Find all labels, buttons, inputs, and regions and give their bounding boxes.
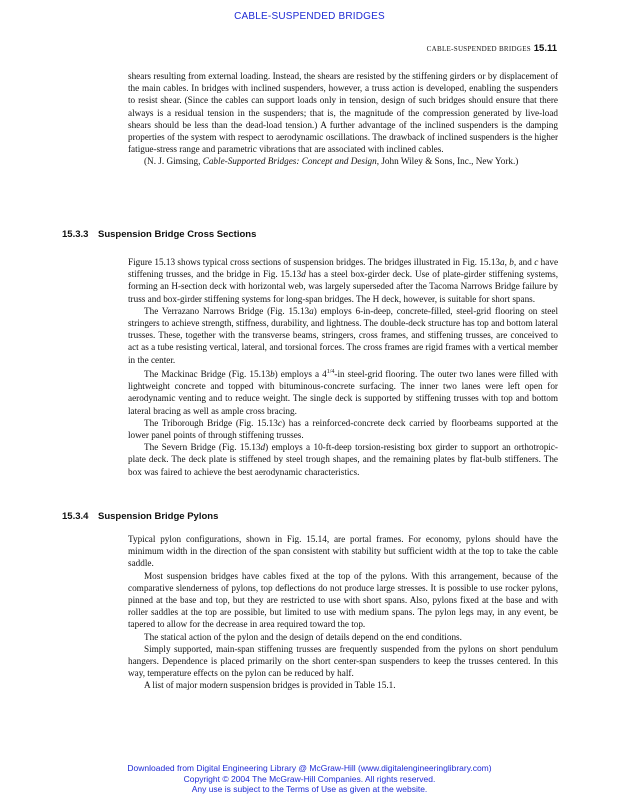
chapter-banner: CABLE-SUSPENDED BRIDGES: [234, 11, 385, 22]
section-number: 15.3.3: [62, 229, 89, 240]
text-run: The Mackinac Bridge (Fig. 15.13: [144, 368, 271, 379]
text-run: The Triborough Bridge (Fig. 15.13: [144, 417, 278, 428]
citation: [128, 155, 558, 167]
section-15-3-4-text: [128, 533, 558, 692]
download-footer: [0, 763, 619, 795]
footer-line-3: Any use is subject to the Terms of Use as given at the website.: [191, 784, 428, 794]
paragraph: Most suspension bridges have cables fixed at the top of the pylons. With this arrangement, because of the comparative slenderness of pylons, top deflections do not produce large stresses. It is possible to use rocker pylons, pinned at the base and top, but they are restricted to use with short spans. Also, pylons fixed at the base and with roller saddles at the top are possible, but limited to use with medium spans. The pylon legs may, in any event, be tapered to allow for the decrease in area required toward the top.: [128, 570, 558, 630]
paragraph: Figure 15.13 shows typical cross sections of suspension bridges. The bridges illustrated in Fig. 15.13a, b, and c have stiffening trusses, and the bridge in Fig. 15.13d has a steel box-girder deck. Use of plate-girder stiffening systems, forming an H-section deck with horizontal web, was largely superseded after the Tacoma Narrows Bridge failure by truss and box-girder stiffening systems for long-span bridges. The H deck, however, is suitable for short spans.: [128, 257, 559, 304]
paragraph: The statical action of the pylon and the design of details depend on the end conditions.: [144, 631, 462, 642]
italic-ref: d: [260, 442, 266, 453]
italic-ref: a: [309, 305, 314, 316]
text-run: -in steel-grid flooring. The outer two lanes were filled with lightweight concrete and topped with bituminous-concrete surfacing. The inner two lanes were left open for aerodynamic venting and to reduce weight. The single deck is supported by stiffening trusses with top and bottom lateral bracing as well as ample cross bracing.: [128, 368, 558, 416]
paragraph: [128, 366, 558, 417]
text-run: ) employs a 10-ft-deep torsion-resisting box girder to support an orthotropic-plate deck. The deck plate is stiffened by steel trough shapes, and the remaining plates by flat-bulb stiffeners. The box was faired to achieve the best aerodynamic characteristics.: [128, 442, 558, 477]
paragraph: [128, 417, 558, 441]
italic-ref: c: [534, 257, 539, 267]
section-heading-15-3-4: [62, 511, 218, 522]
text-run: ) employs a 4: [274, 368, 327, 379]
paragraph: [128, 441, 558, 478]
footer-line-1[interactable]: Downloaded from Digital Engineering Library @ McGraw-Hill (www.digitalengineeringlibrary.com): [127, 763, 492, 773]
citation-prefix: (N. J. Gimsing,: [144, 156, 203, 167]
intro-paragraph: shears resulting from external loading. Instead, the shears are resisted by the stiffening girders or by displacement of the main cables. In bridges with inclined suspenders, however, a truss action is developed, enabling the suspenders to resist shear. (Since the cables can support loads only in tension, design of such bridges should ensure that there always is a residual tension in the suspenders; that is, the magnitude of the compression generated by live-load shears should be less than the dead-load tension.) A further advantage of the inclined suspenders is the damping properties of the system with respect to aerodynamic oscillations. The drawback of inclined suspenders is the higher fatigue-stress range and parametric vibrations that are associated with inclined cables.: [128, 71, 558, 155]
section-title: Suspension Bridge Cross Sections: [98, 229, 257, 240]
text-run: ) employs 6-in-deep, concrete-filled, steel-grid flooring on steel stringers to achieve strength, stiffness, durability, and lightness. The double-deck structure has top and bottom lateral trusses. These, together with the transverse beams, stringers, cross frames, and stiffening trusses, are conceived to act as a tube resisting vertical, lateral, and torsional forces. The cross frames are rigid frames with a vertical member in the center.: [128, 305, 558, 365]
section-15-3-3-text: [128, 256, 558, 478]
paragraph: [128, 305, 558, 366]
page-number: 15.11: [533, 43, 557, 54]
paragraph: A list of major modern suspension bridges is provided in Table 15.1.: [144, 680, 396, 691]
italic-ref: c: [277, 417, 282, 428]
running-head-title: CABLE-SUSPENDED BRIDGES: [426, 45, 531, 53]
footer-line-2: Copyright © 2004 The McGraw-Hill Companies. All rights reserved.: [183, 773, 436, 784]
section-heading-15-3-3: [62, 229, 256, 240]
paragraph: Simply supported, main-span stiffening trusses are frequently suspended from the pylons on short pendulum hangers. Dependence is placed primarily on the short center-span suspenders to keep the trusses centered. In this way, temperature effects on the pylon can be reduced by half.: [128, 643, 558, 679]
text-run: has a steel box-girder deck. Use of plate-girder stiffening systems, forming an H-section deck with horizontal web, was largely superseded after the Tacoma Narrows Bridge failure by truss and box-girder stiffening systems for long-span bridges. The H deck, however, is suitable for short spans.: [128, 269, 558, 304]
text-run: ) has a reinforced-concrete deck carried by floorbeams supported at the lower panel points of through stiffening trusses.: [128, 417, 558, 440]
italic-ref: b: [270, 368, 275, 379]
text-run: Figure 15.13 shows typical cross sections of suspension bridges. The bridges illustrated in Fig. 15.13: [128, 257, 501, 267]
text-run: The Verrazano Narrows Bridge (Fig. 15.13: [144, 305, 310, 316]
italic-ref: d: [301, 269, 306, 280]
section-title: Suspension Bridge Pylons: [98, 511, 219, 522]
fraction: 1/4: [326, 368, 335, 375]
section-number: 15.3.4: [62, 511, 89, 522]
citation-suffix: , John Wiley & Sons, Inc., New York.): [376, 156, 519, 167]
text-run: The Severn Bridge (Fig. 15.13: [144, 442, 261, 453]
text-run: , and: [513, 257, 535, 267]
italic-ref: b: [509, 257, 514, 267]
italic-ref: a: [500, 257, 505, 267]
text-run: have stiffening trusses, and the bridge in Fig. 15.13: [128, 257, 559, 280]
citation-book-title: Cable-Supported Bridges: Concept and Design: [202, 156, 377, 167]
intro-text: [128, 70, 558, 168]
paragraph: Typical pylon configurations, shown in Fig. 15.14, are portal frames. For economy, pylons should have the minimum width in the direction of the span consistent with stability but sufficient width at the top to take the cable saddle.: [128, 534, 558, 569]
